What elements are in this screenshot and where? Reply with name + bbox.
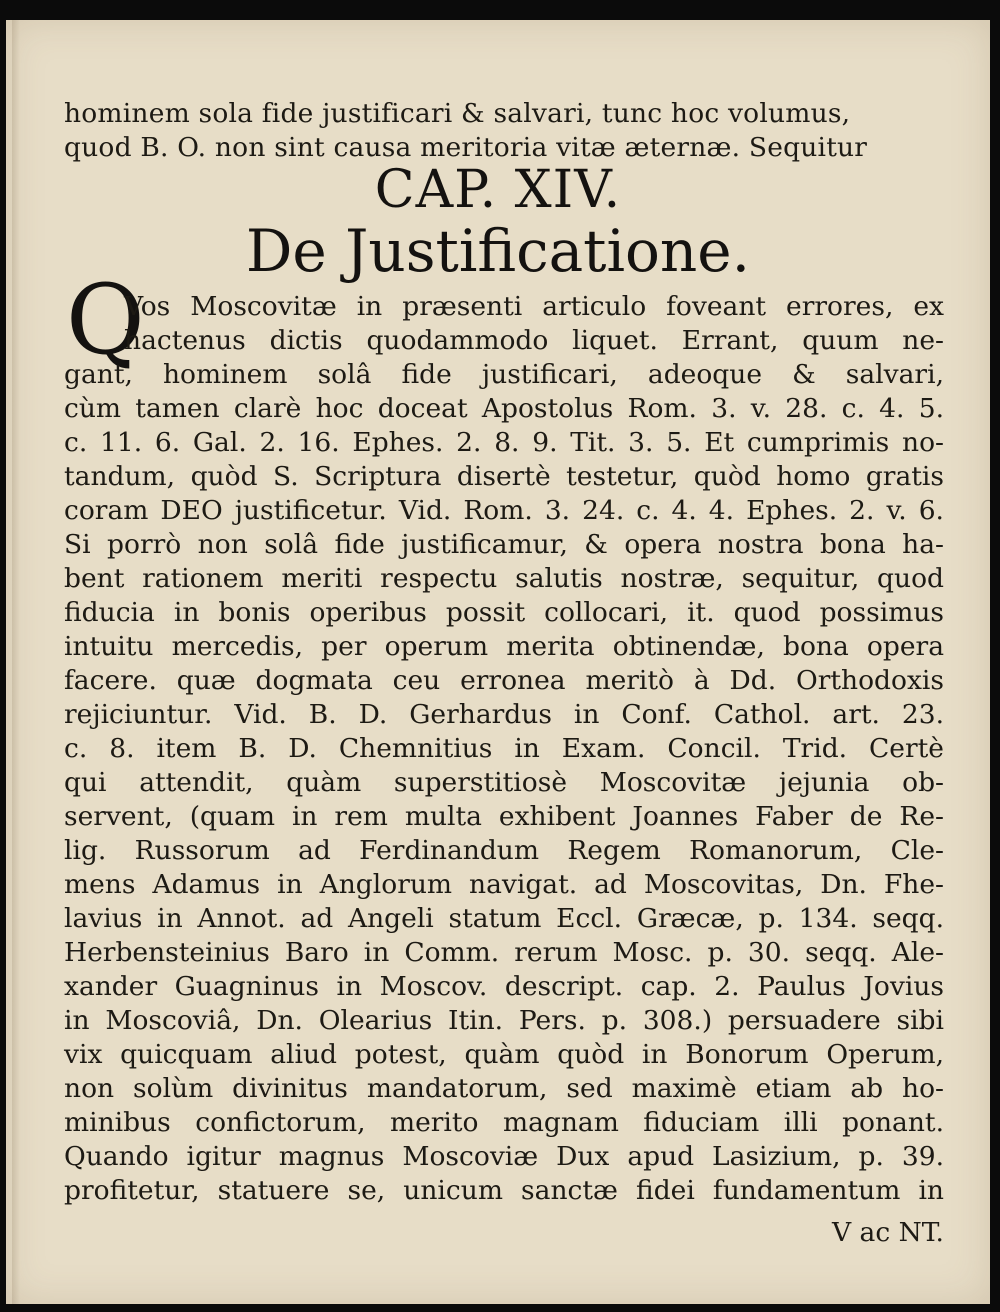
text-line: tandum, quòd S. Scriptura disertè testetur, quòd homo gratis xyxy=(64,461,944,492)
text-line: mens Adamus in Anglorum navigat. ad Moscovitas, Dn. Fhe- xyxy=(64,869,944,900)
chapter-number: CAP. XIV. xyxy=(374,160,622,220)
drop-cap: Q xyxy=(66,264,145,376)
text-line: hactenus dictis quodammodo liquet. Errant, quum ne- xyxy=(124,325,944,356)
catchword: V ac NT. xyxy=(831,1217,944,1248)
text-line: xander Guagninus in Moscov. descript. cap. 2. Paulus Jovius xyxy=(64,971,944,1002)
text-line: intuitu mercedis, per operum merita obtinendæ, bona opera xyxy=(64,631,944,662)
text-line: in Moscoviâ, Dn. Olearius Itin. Pers. p. 308.) persuadere sibi xyxy=(64,1005,944,1036)
text-line: hominem sola fide justificari & salvari, tunc hoc volumus, xyxy=(64,98,851,129)
text-line: c. 8. item B. D. Chemnitius in Exam. Concil. Trid. Certè xyxy=(64,733,944,764)
text-line: Vos Moscovitæ in præsenti articulo foveant errores, ex xyxy=(124,291,944,322)
text-line: non solùm divinitus mandatorum, sed maximè etiam ab ho- xyxy=(64,1073,944,1104)
text-line: cùm tamen clarè hoc doceat Apostolus Rom. 3. v. 28. c. 4. 5. xyxy=(64,393,944,424)
text-line: Quando igitur magnus Moscoviæ Dux apud Lasizium, p. 39. xyxy=(64,1141,944,1172)
text-line: qui attendit, quàm superstitiosè Moscovitæ jejunia ob- xyxy=(64,767,944,798)
book-page xyxy=(6,20,990,1304)
text-line: Herbensteinius Baro in Comm. rerum Mosc. p. 30. seqq. Ale- xyxy=(64,937,944,968)
text-line: servent, (quam in rem multa exhibent Joannes Faber de Re- xyxy=(64,801,944,832)
text-line: fiducia in bonis operibus possit collocari, it. quod possimus xyxy=(64,597,944,628)
text-line: Si porrò non solâ fide justificamur, & opera nostra bona ha- xyxy=(64,529,944,560)
chapter-title: De Justificatione. xyxy=(245,217,751,285)
text-line: coram DEO justificetur. Vid. Rom. 3. 24. c. 4. 4. Ephes. 2. v. 6. xyxy=(64,495,944,526)
text-line: lig. Russorum ad Ferdinandum Regem Romanorum, Cle- xyxy=(64,835,944,866)
text-line: profitetur, statuere se, unicum sanctæ fidei fundamentum in xyxy=(64,1175,944,1206)
text-line: lavius in Annot. ad Angeli statum Eccl. Græcæ, p. 134. seqq. xyxy=(64,903,944,934)
text-line: c. 11. 6. Gal. 2. 16. Ephes. 2. 8. 9. Tit. 3. 5. Et cumprimis no- xyxy=(64,427,944,458)
text-line: bent rationem meriti respectu salutis nostræ, sequitur, quod xyxy=(64,563,944,594)
text-line: facere. quæ dogmata ceu erronea meritò à Dd. Orthodoxis xyxy=(64,665,944,696)
text-line: rejiciuntur. Vid. B. D. Gerhardus in Conf. Cathol. art. 23. xyxy=(64,699,944,730)
text-line: quod B. O. non sint causa meritoria vitæ æternæ. Sequitur xyxy=(64,132,868,163)
text-line: gant, hominem solâ fide justificari, adeoque & salvari, xyxy=(64,359,944,390)
text-line: vix quicquam aliud potest, quàm quòd in Bonorum Operum, xyxy=(64,1039,944,1070)
text-line: minibus confictorum, merito magnam fiduciam illi ponant. xyxy=(64,1107,944,1138)
